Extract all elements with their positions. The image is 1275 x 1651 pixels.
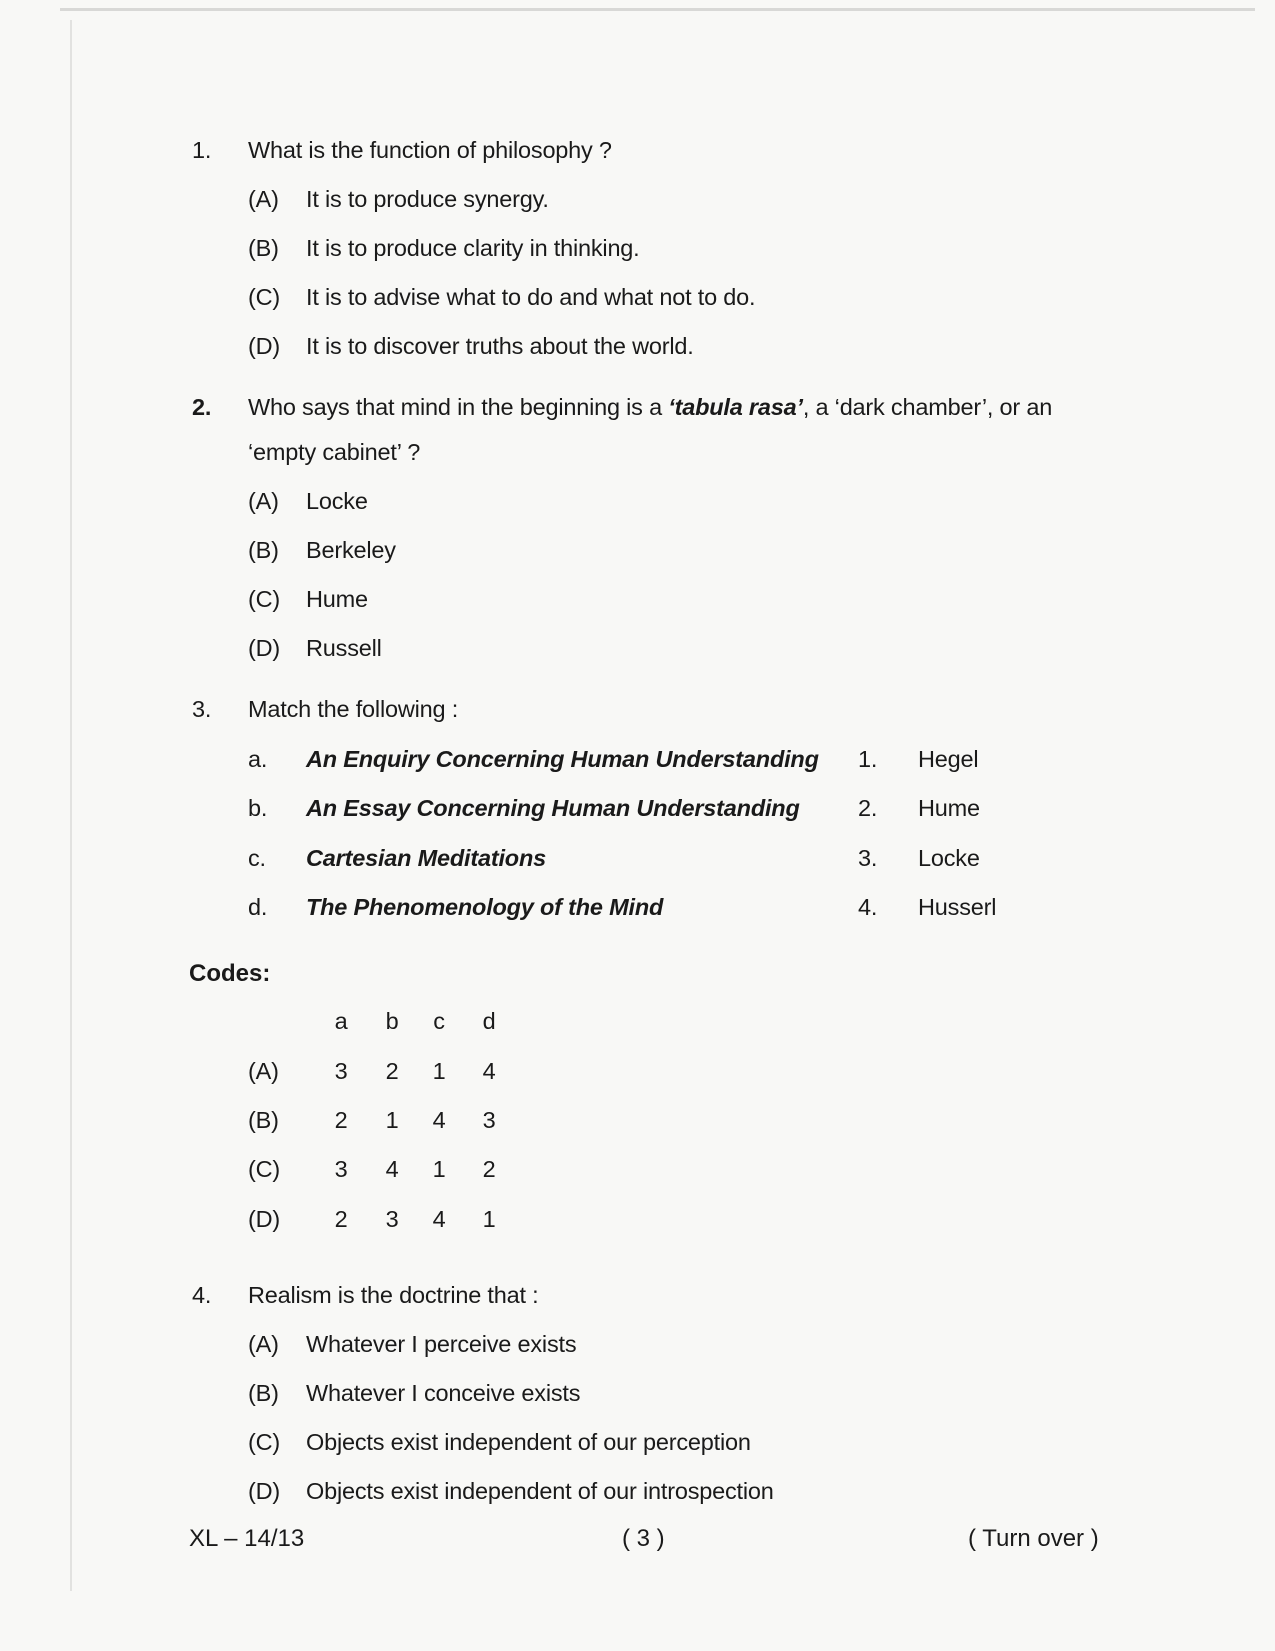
code-header: a — [334, 1008, 348, 1034]
code-row-label: (C) — [248, 1156, 281, 1182]
match-item-title: Cartesian Meditations — [306, 845, 546, 871]
code-value: 4 — [432, 1107, 446, 1133]
question-stem: Match the following : — [248, 696, 459, 722]
option-text: Berkeley — [306, 537, 396, 563]
scan-edge-top — [60, 8, 1255, 11]
option-label: (A) — [248, 186, 279, 212]
option-text: Locke — [306, 488, 368, 514]
option-label: (C) — [248, 284, 281, 310]
question-number: 2. — [192, 394, 212, 420]
code-header: c — [433, 1008, 445, 1034]
codes-label: Codes: — [189, 960, 271, 987]
option-text: Hume — [306, 586, 368, 612]
option-text: It is to produce synergy. — [306, 186, 549, 212]
code-value: 1 — [432, 1156, 446, 1182]
option-text: Objects exist independent of our introspection — [306, 1478, 774, 1504]
match-item-number: 4. — [858, 894, 878, 920]
scan-edge-left — [70, 20, 72, 1591]
question-stem: Realism is the doctrine that : — [248, 1282, 539, 1308]
option-label: (A) — [248, 488, 279, 514]
question-number: 1. — [192, 137, 212, 163]
option-label: (C) — [248, 586, 281, 612]
question-number: 3. — [192, 696, 212, 722]
code-row-label: (D) — [248, 1206, 281, 1232]
match-item-label: d. — [248, 894, 268, 920]
match-item-label: c. — [248, 845, 266, 871]
code-value: 1 — [385, 1107, 399, 1133]
code-value: 1 — [432, 1058, 446, 1084]
question-stem-line2: ‘empty cabinet’ ? — [248, 439, 421, 465]
code-value: 2 — [385, 1058, 399, 1084]
code-row-label: (A) — [248, 1058, 279, 1084]
code-value: 3 — [334, 1156, 348, 1182]
match-item-label: a. — [248, 746, 268, 772]
turn-over-note: ( Turn over ) — [968, 1525, 1099, 1552]
stem-text: Who says that mind in the beginning is a — [248, 394, 669, 420]
option-label: (B) — [248, 1380, 279, 1406]
code-value: 1 — [482, 1206, 496, 1232]
option-label: (B) — [248, 235, 279, 261]
match-item-name: Husserl — [918, 894, 997, 920]
code-value: 3 — [334, 1058, 348, 1084]
match-item-name: Hegel — [918, 746, 979, 772]
match-item-title: The Phenomenology of the Mind — [306, 894, 664, 920]
option-label: (D) — [248, 333, 281, 359]
match-item-title: An Enquiry Concerning Human Understanding — [306, 746, 819, 772]
option-label: (B) — [248, 537, 279, 563]
option-text: Russell — [306, 635, 382, 661]
match-item-number: 1. — [858, 746, 878, 772]
match-item-label: b. — [248, 795, 268, 821]
question-stem — [248, 394, 1052, 421]
option-text: Objects exist independent of our perception — [306, 1429, 751, 1455]
match-item-number: 3. — [858, 845, 878, 871]
option-label: (D) — [248, 1478, 281, 1504]
match-item-title: An Essay Concerning Human Understanding — [306, 795, 800, 821]
paper-code: XL – 14/13 — [189, 1525, 305, 1552]
option-text: It is to produce clarity in thinking. — [306, 235, 640, 261]
code-value: 2 — [482, 1156, 496, 1182]
option-text: It is to advise what to do and what not to do. — [306, 284, 756, 310]
option-text: It is to discover truths about the world. — [306, 333, 694, 359]
code-row-label: (B) — [248, 1107, 279, 1133]
option-text: Whatever I perceive exists — [306, 1331, 577, 1357]
option-label: (D) — [248, 635, 281, 661]
stem-term: ‘tabula rasa’ — [668, 394, 803, 420]
code-value: 2 — [334, 1206, 348, 1232]
stem-text: , a ‘dark chamber’, or an — [802, 394, 1053, 420]
option-label: (C) — [248, 1429, 281, 1455]
question-number: 4. — [192, 1282, 212, 1308]
code-value: 3 — [385, 1206, 399, 1232]
option-label: (A) — [248, 1331, 279, 1357]
code-header: b — [385, 1008, 399, 1034]
match-item-name: Hume — [918, 795, 980, 821]
page-number: ( 3 ) — [622, 1525, 665, 1552]
match-item-name: Locke — [918, 845, 980, 871]
option-text: Whatever I conceive exists — [306, 1380, 581, 1406]
question-stem: What is the function of philosophy ? — [248, 137, 612, 163]
code-value: 4 — [482, 1058, 496, 1084]
match-item-number: 2. — [858, 795, 878, 821]
code-value: 2 — [334, 1107, 348, 1133]
code-value: 4 — [385, 1156, 399, 1182]
code-value: 3 — [482, 1107, 496, 1133]
code-header: d — [482, 1008, 496, 1034]
code-value: 4 — [432, 1206, 446, 1232]
